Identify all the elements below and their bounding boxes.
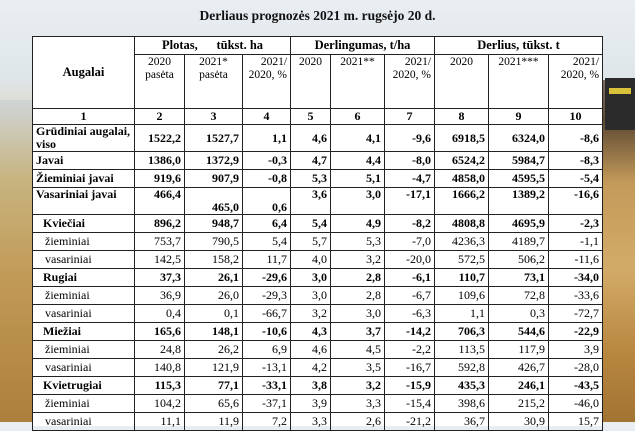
value-cell: 72,8 — [489, 287, 549, 305]
value-cell: 919,6 — [135, 170, 185, 188]
header-area: Plotas, tūkst. ha — [135, 37, 291, 55]
value-cell: 753,7 — [135, 233, 185, 251]
value-cell: 4695,9 — [489, 215, 549, 233]
value-cell: 36,7 — [435, 413, 489, 431]
value-cell: 2,8 — [331, 269, 385, 287]
value-cell: 215,2 — [489, 395, 549, 413]
value-cell: -0,3 — [243, 152, 291, 170]
column-number: 7 — [385, 109, 435, 125]
value-cell: -16,7 — [385, 359, 435, 377]
table-row — [33, 341, 603, 359]
value-cell: 11,7 — [243, 251, 291, 269]
value-cell: 24,8 — [135, 341, 185, 359]
column-number: 8 — [435, 109, 489, 125]
crop-name-cell: vasariniai — [33, 413, 135, 431]
value-cell: -4,7 — [385, 170, 435, 188]
value-cell: -29,3 — [243, 287, 291, 305]
value-cell: 246,1 — [489, 377, 549, 395]
value-cell: 466,4 — [135, 188, 185, 215]
subheader-cell: 2020 — [291, 55, 331, 109]
value-cell: 11,1 — [135, 413, 185, 431]
value-cell: 3,0 — [331, 188, 385, 215]
value-cell: 506,2 — [489, 251, 549, 269]
value-cell: 165,6 — [135, 323, 185, 341]
table-row — [33, 269, 603, 287]
value-cell: -11,6 — [549, 251, 603, 269]
value-cell: 6918,5 — [435, 125, 489, 152]
value-cell: 3,9 — [549, 341, 603, 359]
value-cell: -34,0 — [549, 269, 603, 287]
value-cell: 706,3 — [435, 323, 489, 341]
value-cell: 465,0 — [185, 188, 243, 215]
subheader-cell: 2021*** — [489, 55, 549, 109]
table-row — [33, 251, 603, 269]
crop-name-cell: Žieminiai javai — [33, 170, 135, 188]
subheader-cell: 2020 — [435, 55, 489, 109]
value-cell: -0,8 — [243, 170, 291, 188]
header-yield: Derlingumas, t/ha — [291, 37, 435, 55]
column-number: 3 — [185, 109, 243, 125]
table-row — [33, 377, 603, 395]
value-cell: -29,6 — [243, 269, 291, 287]
crop-name-cell: žieminiai — [33, 395, 135, 413]
value-cell: 3,6 — [291, 188, 331, 215]
value-cell: -16,6 — [549, 188, 603, 215]
value-cell: 4858,0 — [435, 170, 489, 188]
column-number: 6 — [331, 109, 385, 125]
value-cell: 4,3 — [291, 323, 331, 341]
value-cell: 140,8 — [135, 359, 185, 377]
value-cell: 4595,5 — [489, 170, 549, 188]
value-cell: -2,2 — [385, 341, 435, 359]
column-number: 5 — [291, 109, 331, 125]
value-cell: 7,2 — [243, 413, 291, 431]
value-cell: 65,6 — [185, 395, 243, 413]
value-cell: 73,1 — [489, 269, 549, 287]
value-cell: 6,9 — [243, 341, 291, 359]
table-row — [33, 287, 603, 305]
value-cell: -37,1 — [243, 395, 291, 413]
value-cell: 544,6 — [489, 323, 549, 341]
table-row — [33, 188, 603, 215]
value-cell: 121,9 — [185, 359, 243, 377]
value-cell: 4808,8 — [435, 215, 489, 233]
column-number: 1 — [33, 109, 135, 125]
value-cell: -13,1 — [243, 359, 291, 377]
column-number: 4 — [243, 109, 291, 125]
value-cell: 77,1 — [185, 377, 243, 395]
value-cell: -43,5 — [549, 377, 603, 395]
value-cell: 5,1 — [331, 170, 385, 188]
value-cell: 3,9 — [291, 395, 331, 413]
value-cell: 5,7 — [291, 233, 331, 251]
subheader-cell: 2021/ 2020, % — [385, 55, 435, 109]
value-cell: 4,5 — [331, 341, 385, 359]
crop-name-cell: vasariniai — [33, 305, 135, 323]
value-cell: 4,9 — [331, 215, 385, 233]
value-cell: 115,3 — [135, 377, 185, 395]
value-cell: 3,5 — [331, 359, 385, 377]
value-cell: 5,4 — [243, 233, 291, 251]
subheader-cell: 2021/ 2020, % — [243, 55, 291, 109]
value-cell: 1,1 — [243, 125, 291, 152]
subheader-cell: 2021/ 2020, % — [549, 55, 603, 109]
table-row — [33, 323, 603, 341]
table-row — [33, 395, 603, 413]
value-cell: -1,1 — [549, 233, 603, 251]
wheat-field-background-left — [0, 100, 32, 422]
value-cell: 4,4 — [331, 152, 385, 170]
value-cell: -6,7 — [385, 287, 435, 305]
value-cell: -66,7 — [243, 305, 291, 323]
table-row — [33, 125, 603, 152]
value-cell: 5984,7 — [489, 152, 549, 170]
crop-name-cell: Miežiai — [33, 323, 135, 341]
table-row — [33, 152, 603, 170]
value-cell: -21,2 — [385, 413, 435, 431]
value-cell: 148,1 — [185, 323, 243, 341]
value-cell: -7,0 — [385, 233, 435, 251]
crop-name-cell: žieminiai — [33, 287, 135, 305]
value-cell: 6,4 — [243, 215, 291, 233]
forecast-table-sheet — [32, 36, 602, 426]
forecast-table — [32, 36, 603, 431]
value-cell: 104,2 — [135, 395, 185, 413]
value-cell: 4,2 — [291, 359, 331, 377]
value-cell: 1386,0 — [135, 152, 185, 170]
value-cell: 26,0 — [185, 287, 243, 305]
combine-harvester-image — [605, 78, 635, 130]
value-cell: 790,5 — [185, 233, 243, 251]
crop-name-cell: vasariniai — [33, 251, 135, 269]
value-cell: -15,4 — [385, 395, 435, 413]
value-cell: 4,6 — [291, 125, 331, 152]
value-cell: 1666,2 — [435, 188, 489, 215]
value-cell: 11,9 — [185, 413, 243, 431]
value-cell: 3,3 — [291, 413, 331, 431]
crop-name-cell: Vasariniai javai — [33, 188, 135, 215]
value-cell: 4,7 — [291, 152, 331, 170]
value-cell: 5,3 — [331, 233, 385, 251]
value-cell: 5,4 — [291, 215, 331, 233]
value-cell: -8,6 — [549, 125, 603, 152]
value-cell: 3,0 — [331, 305, 385, 323]
value-cell: 113,5 — [435, 341, 489, 359]
value-cell: 3,2 — [331, 377, 385, 395]
value-cell: 592,8 — [435, 359, 489, 377]
value-cell: 4,6 — [291, 341, 331, 359]
value-cell: 15,7 — [549, 413, 603, 431]
value-cell: 1,1 — [435, 305, 489, 323]
value-cell: 6524,2 — [435, 152, 489, 170]
header-crops: Augalai — [33, 37, 135, 109]
value-cell: -5,4 — [549, 170, 603, 188]
value-cell: -14,2 — [385, 323, 435, 341]
value-cell: 426,7 — [489, 359, 549, 377]
subheader-cell: 2021* pasėta — [185, 55, 243, 109]
value-cell: 4,0 — [291, 251, 331, 269]
value-cell: 110,7 — [435, 269, 489, 287]
value-cell: -2,3 — [549, 215, 603, 233]
value-cell: 0,3 — [489, 305, 549, 323]
subheader-cell: 2020 pasėta — [135, 55, 185, 109]
value-cell: -9,6 — [385, 125, 435, 152]
column-number: 9 — [489, 109, 549, 125]
value-cell: -72,7 — [549, 305, 603, 323]
table-row — [33, 170, 603, 188]
value-cell: 3,0 — [291, 287, 331, 305]
value-cell: 142,5 — [135, 251, 185, 269]
value-cell: 5,3 — [291, 170, 331, 188]
column-number: 10 — [549, 109, 603, 125]
page-title: Derliaus prognozės 2021 m. rugsėjo 20 d. — [199, 8, 436, 23]
value-cell: -8,3 — [549, 152, 603, 170]
crop-name-cell: Kviečiai — [33, 215, 135, 233]
value-cell: 4,1 — [331, 125, 385, 152]
crop-name-cell: žieminiai — [33, 233, 135, 251]
crop-name-cell: Kvietrugiai — [33, 377, 135, 395]
value-cell: 2,6 — [331, 413, 385, 431]
value-cell: -22,9 — [549, 323, 603, 341]
value-cell: -8,0 — [385, 152, 435, 170]
column-number-row — [33, 109, 603, 125]
column-number: 2 — [135, 109, 185, 125]
value-cell: -46,0 — [549, 395, 603, 413]
value-cell: 117,9 — [489, 341, 549, 359]
value-cell: 0,6 — [243, 188, 291, 215]
value-cell: -33,6 — [549, 287, 603, 305]
value-cell: -6,3 — [385, 305, 435, 323]
value-cell: 0,1 — [185, 305, 243, 323]
value-cell: 37,3 — [135, 269, 185, 287]
crop-name-cell: žieminiai — [33, 341, 135, 359]
value-cell: 3,0 — [291, 269, 331, 287]
value-cell: -15,9 — [385, 377, 435, 395]
value-cell: -17,1 — [385, 188, 435, 215]
value-cell: 907,9 — [185, 170, 243, 188]
table-row — [33, 215, 603, 233]
value-cell: 30,9 — [489, 413, 549, 431]
value-cell: 3,2 — [331, 251, 385, 269]
value-cell: 3,3 — [331, 395, 385, 413]
value-cell: 435,3 — [435, 377, 489, 395]
value-cell: -10,6 — [243, 323, 291, 341]
value-cell: 3,7 — [331, 323, 385, 341]
value-cell: -28,0 — [549, 359, 603, 377]
table-body — [33, 125, 603, 431]
crop-name-cell: vasariniai — [33, 359, 135, 377]
table-row — [33, 305, 603, 323]
value-cell: 109,6 — [435, 287, 489, 305]
value-cell: 572,5 — [435, 251, 489, 269]
value-cell: 1522,2 — [135, 125, 185, 152]
value-cell: -8,2 — [385, 215, 435, 233]
crop-name-cell: Javai — [33, 152, 135, 170]
value-cell: 26,1 — [185, 269, 243, 287]
value-cell: 1372,9 — [185, 152, 243, 170]
value-cell: -6,1 — [385, 269, 435, 287]
value-cell: 26,2 — [185, 341, 243, 359]
crop-name-cell: Grūdiniai augalai, viso — [33, 125, 135, 152]
value-cell: 4236,3 — [435, 233, 489, 251]
value-cell: 896,2 — [135, 215, 185, 233]
header-harvest: Derlius, tūkst. t — [435, 37, 603, 55]
value-cell: 1527,7 — [185, 125, 243, 152]
table-row — [33, 359, 603, 377]
value-cell: 0,4 — [135, 305, 185, 323]
value-cell: 6324,0 — [489, 125, 549, 152]
table-row — [33, 233, 603, 251]
value-cell: 948,7 — [185, 215, 243, 233]
value-cell: 36,9 — [135, 287, 185, 305]
subheader-cell: 2021** — [331, 55, 385, 109]
value-cell: 158,2 — [185, 251, 243, 269]
value-cell: -20,0 — [385, 251, 435, 269]
value-cell: 4189,7 — [489, 233, 549, 251]
value-cell: 3,2 — [291, 305, 331, 323]
value-cell: 2,8 — [331, 287, 385, 305]
value-cell: 3,8 — [291, 377, 331, 395]
value-cell: 1389,2 — [489, 188, 549, 215]
value-cell: 398,6 — [435, 395, 489, 413]
value-cell: -33,1 — [243, 377, 291, 395]
crop-name-cell: Rugiai — [33, 269, 135, 287]
